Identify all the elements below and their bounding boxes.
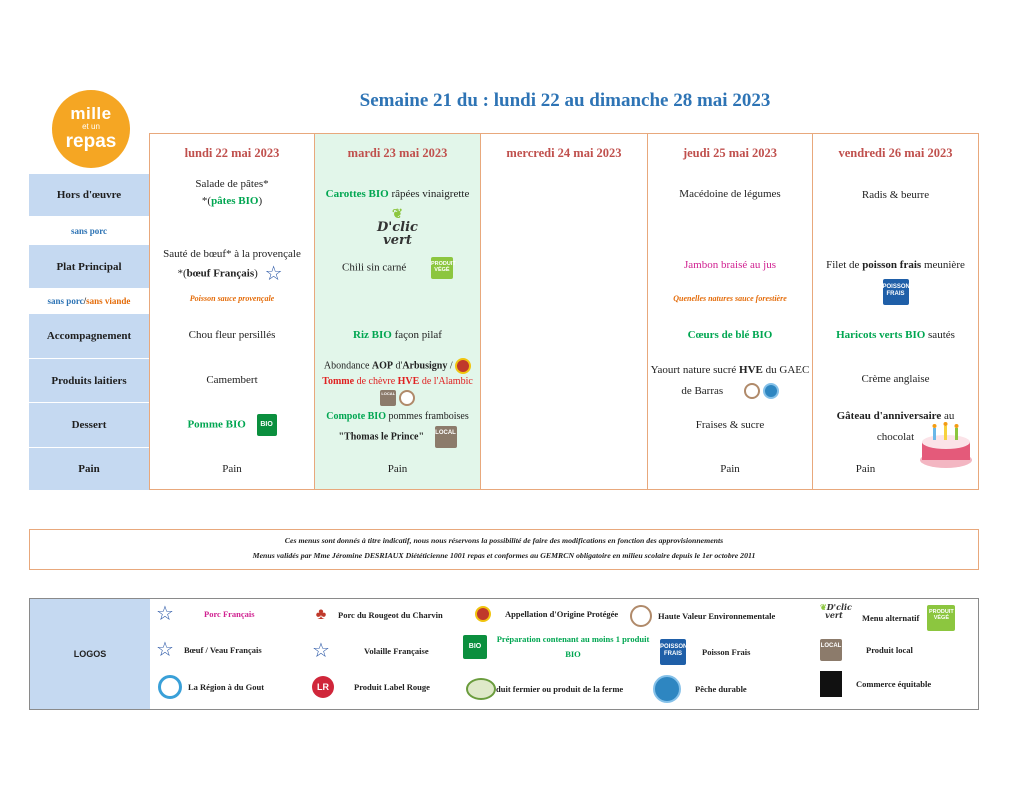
bio-icon: BIO	[257, 414, 277, 436]
row-header-plat-principal: Plat Principal	[29, 244, 149, 288]
legend-boeuf-veau: ☆ Bœuf / Veau Français	[152, 639, 262, 661]
row-header-sans-porc: sans porc	[29, 216, 149, 244]
fri-pain: Pain	[855, 463, 876, 475]
dclic-vert-icon: ❦ D'clic vert	[377, 207, 418, 248]
row-header-pain: Pain	[29, 447, 149, 490]
fairtrade-icon	[820, 671, 842, 697]
legend-poisson-frais: POISSON FRAIS Poisson Frais	[660, 639, 750, 665]
tue-dessert-line1: Compote BIO pommes framboises	[326, 411, 469, 422]
mon-dessert	[149, 414, 315, 436]
fri-dessert-line2: chocolat	[876, 430, 915, 443]
page-title: Semaine 21 du : lundi 22 au dimanche 28 mai 2023	[359, 90, 771, 111]
note-line1: Ces menus sont donnés à titre indicatif, nous nous réservons la possibilité de faire des modifications en fonction des approvisionnements	[284, 536, 724, 545]
mon-pain: Pain	[222, 463, 242, 475]
region-gout-icon	[158, 675, 182, 699]
row-header-produits-laitiers: Produits laitiers	[29, 358, 149, 402]
local-icon: LOCAL	[380, 390, 396, 406]
fri-poisson-frais-logo	[812, 279, 979, 305]
label-rouge-icon: LR	[312, 676, 334, 698]
legend-aop: Appellation d'Origine Protégée	[475, 606, 618, 622]
fri-dessert-line1: Gâteau d'anniversaire au	[836, 410, 955, 422]
day-header-friday: vendredi 26 mai 2023	[838, 146, 953, 160]
mon-hors-line1: Salade de pâtes*	[195, 178, 269, 190]
aop-icon	[475, 606, 491, 622]
notes-box	[29, 529, 979, 570]
legend-label: LOGOS	[30, 599, 150, 709]
legend-region: La Région à du Gout	[158, 675, 264, 699]
mon-alternatif: Poisson sauce provençale	[189, 294, 275, 303]
poisson-frais-icon: POISSON FRAIS	[883, 279, 909, 305]
tue-pain: Pain	[387, 463, 408, 475]
legend-porc-francais: ☆ Porc Français	[152, 603, 255, 625]
legend-peche-durable: Pêche durable	[653, 675, 747, 703]
thu-pain: Pain	[720, 463, 740, 475]
hve-icon	[630, 605, 652, 627]
dclic-vert-icon: ❦D'clic vert	[820, 602, 852, 620]
poisson-frais-icon: POISSON FRAIS	[660, 639, 686, 665]
thu-plat: Jambon braisé au jus	[684, 259, 776, 271]
tue-plat: Chili sin carné PRODUIT VÉGÉ	[314, 257, 481, 279]
day-header-tuesday: mardi 23 mai 2023	[347, 146, 448, 160]
mon-laitier: Camembert	[206, 374, 258, 386]
hve-icon	[399, 390, 415, 406]
tue-dclic-vert-logo	[314, 207, 481, 248]
row-header-accompagnement: Accompagnement	[29, 313, 149, 358]
row-header-sans-porc-viande	[29, 288, 149, 313]
mon-plat-line1: Sauté de bœuf* à la provençale	[163, 248, 301, 260]
mon-hors-doeuvre	[149, 176, 315, 210]
tue-laitier-line1: Abondance AOP d'Arbusigny /	[314, 358, 481, 374]
legend-fermier: duit fermier ou produit de la ferme	[466, 678, 623, 700]
hve-icon	[744, 383, 760, 399]
fri-laitier: Crème anglaise	[861, 373, 930, 385]
tue-hors-doeuvre: Carottes BIO râpées vinaigrette	[325, 188, 470, 200]
legend-equitable: Commerce équitable	[820, 671, 931, 697]
legend-box	[29, 598, 979, 710]
thu-laitier	[647, 360, 813, 402]
row-header-dessert: Dessert	[29, 402, 149, 447]
thu-accompagnement: Cœurs de blé BIO	[687, 329, 773, 341]
mon-dessert-label: Pomme BIO	[187, 418, 246, 431]
boeuf-veau-icon: ☆	[156, 639, 174, 661]
tue-laitier-line2: Tomme de chèvre HVE de l'Alambic	[322, 376, 473, 388]
tue-dessert	[314, 408, 481, 448]
thu-laitier-line2: de Barras	[647, 381, 813, 402]
brand-line1: mille	[70, 104, 112, 123]
mon-accompagnement: Chou fleur persillés	[188, 329, 276, 341]
volaille-francaise-icon: ☆	[312, 640, 330, 662]
legend-porc-rougeot: ♣ Porc du Rougeot du Charvin	[310, 605, 443, 625]
porc-rougeot-icon: ♣	[315, 606, 327, 623]
boeuf-francais-icon: ☆	[264, 263, 283, 286]
produit-local-icon: LOCAL	[435, 426, 457, 448]
fri-accompagnement: Haricots verts BIO sautés	[836, 329, 955, 341]
mon-plat-line2: *(bœuf Français) ☆	[149, 263, 315, 285]
sans-viande-label: sans viande	[86, 296, 131, 306]
peche-durable-icon	[653, 675, 681, 703]
brand-logo	[52, 90, 130, 168]
fri-hors-doeuvre: Radis & beurre	[861, 189, 930, 201]
thu-laitier-line1: Yaourt nature sucré HVE du GAEC	[650, 364, 810, 376]
column-wednesday	[480, 133, 648, 490]
legend-label-rouge: LR Produit Label Rouge	[312, 676, 430, 698]
tue-accompagnement: Riz BIO façon pilaf	[353, 329, 442, 341]
row-header-hors-doeuvre: Hors d'œuvre	[29, 173, 149, 216]
legend-local: LOCAL Produit local	[820, 639, 913, 661]
legend-bio: BIO Préparation contenant au moins 1 produit BIO	[463, 632, 653, 663]
sans-porc-label: sans porc	[47, 296, 84, 306]
thu-hors-doeuvre: Macédoine de légumes	[679, 188, 781, 200]
porc-francais-icon: ☆	[156, 603, 174, 625]
tue-laitier-icons	[314, 390, 481, 406]
produit-vege-icon: PRODUIT VÉGÉ	[431, 257, 453, 279]
day-header-monday: lundi 22 mai 2023	[184, 146, 280, 160]
day-header-thursday: jeudi 25 mai 2023	[682, 146, 778, 160]
tue-dessert-line2: "Thomas le Prince" LOCAL	[314, 426, 481, 448]
thu-alternatif: Quenelles natures sauce forestière	[673, 294, 787, 303]
produit-local-icon: LOCAL	[820, 639, 842, 661]
day-header-wednesday: mercredi 24 mai 2023	[506, 146, 622, 160]
note-line2: Menus validés par Mme Jéromine DESRIAUX Diététicienne 1001 repas et conformes au GEMRCN obligatoire en milieu scolaire depuis le 1er octobre 2011	[252, 551, 756, 560]
legend-alternatif: ❦D'clic vert Menu alternatif PRODUIT VÉGÉ	[820, 603, 961, 633]
aop-icon	[455, 358, 471, 374]
bio-icon: BIO	[463, 635, 487, 659]
legend-hve: Haute Valeur Environnementale	[630, 605, 775, 627]
brand-line2: et un	[82, 122, 100, 131]
slash-separator: /	[83, 296, 87, 306]
thu-dessert: Fraises & sucre	[695, 419, 765, 431]
mon-hors-line2: *(pâtes BIO)	[201, 195, 263, 208]
region-gout-icon	[763, 383, 779, 399]
brand-line3: repas	[65, 131, 117, 152]
tue-laitier	[314, 358, 481, 407]
produit-vege-icon: PRODUIT VÉGÉ	[927, 605, 955, 631]
mon-plat	[149, 246, 315, 285]
produit-fermier-icon	[466, 678, 496, 700]
fri-plat: Filet de poisson frais meunière	[826, 259, 965, 271]
legend-volaille: ☆ Volaille Française	[308, 640, 429, 662]
